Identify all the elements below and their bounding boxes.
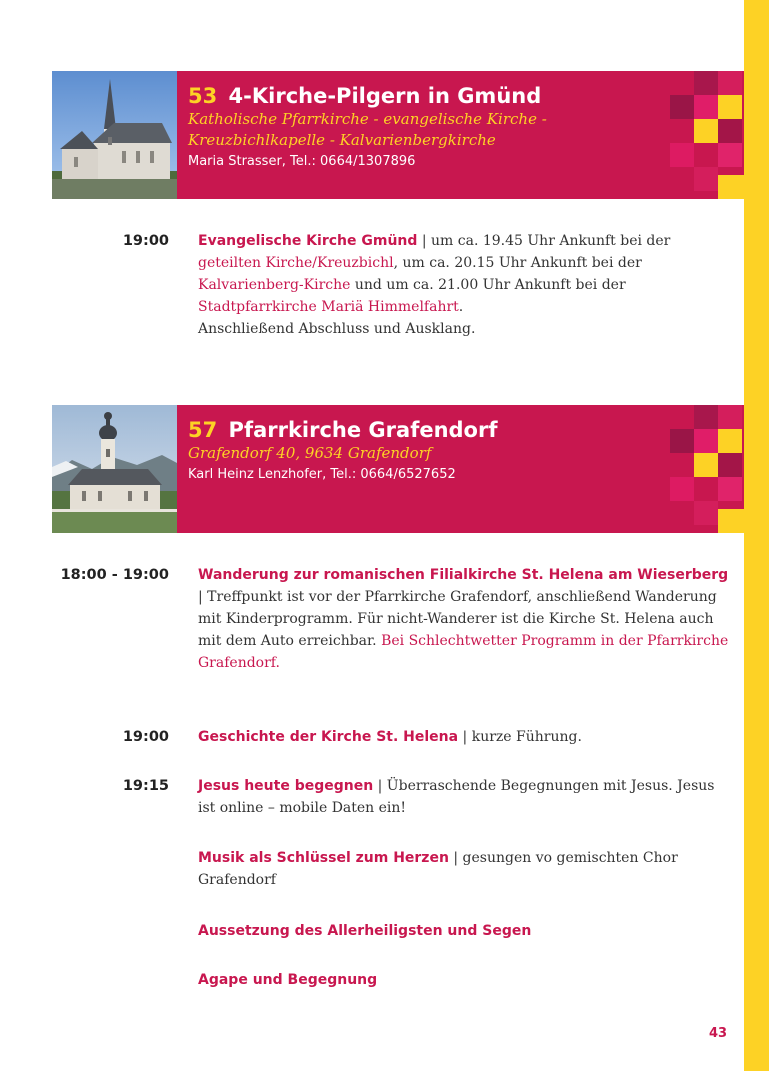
entry-title: Geschichte der Kirche St. Helena [198, 729, 459, 745]
entry-description: | gesungen vo gemischten Chor Grafendorf [198, 850, 678, 888]
venue-link: Kalvarienberg-Kirche [198, 277, 351, 293]
entry-description: . [458, 299, 464, 315]
section-title-text: 4-Kirche-Pilgern in Gmünd [228, 84, 542, 108]
weather-note: Bei Schlechtwetter Programm in der Pfarrkirche Grafendorf. [198, 633, 729, 671]
section-banner-57 [52, 405, 744, 533]
section-number: 53 [188, 84, 218, 108]
yellow-side-stripe [744, 0, 769, 1071]
entry-title: Agape und Begegnung [198, 972, 378, 988]
entry-description: | kurze Führung. [458, 729, 582, 745]
entry-description: und um ca. 21.00 Uhr Ankunft bei der [350, 277, 626, 293]
entry-time: 19:00 [122, 233, 169, 249]
section-banner-53 [52, 71, 744, 199]
entry-time: 18:00 - 19:00 [60, 567, 169, 583]
church-photo-gmuend [52, 71, 177, 199]
section-contact: Karl Heinz Lenzhofer, Tel.: 0664/6527652 [188, 467, 456, 482]
section-title [188, 83, 648, 109]
entry-time: 19:15 [122, 778, 169, 794]
entry-description: | um ca. 19.45 Uhr Ankunft bei der [417, 233, 671, 249]
entry-title: Jesus heute begegnen [198, 778, 374, 794]
page-number: 43 [709, 1026, 728, 1041]
entry-text [198, 847, 730, 891]
section-subtitle-line-1: Katholische Pfarrkirche - evangelische Kirche - [188, 110, 547, 128]
section-contact: Maria Strasser, Tel.: 0664/1307896 [188, 154, 416, 169]
entry-title: Musik als Schlüssel zum Herzen [198, 850, 449, 866]
entry-title: Aussetzung des Allerheiligsten und Segen [198, 923, 532, 939]
section-title [188, 417, 648, 443]
entry-title: Evangelische Kirche Gmünd [198, 233, 418, 249]
decorative-mosaic [670, 71, 744, 199]
entry-text [198, 564, 730, 674]
entry-description: , um ca. 20.15 Uhr Ankunft bei der [393, 255, 642, 271]
section-title-text: Pfarrkirche Grafendorf [228, 418, 498, 442]
entry-description: | Überraschende Begegnungen mit Jesus. Jesus ist online – mobile Daten ein! [198, 778, 715, 816]
entry-time: 19:00 [122, 729, 169, 745]
church-photo-grafendorf [52, 405, 177, 533]
venue-link: Stadtpfarrkirche Mariä Himmelfahrt [198, 299, 459, 315]
entry-text [198, 775, 730, 819]
entry-description: | Treffpunkt ist vor der Pfarrkirche Grafendorf, anschließend Wanderung mit Kinderprogramm. Für nicht-Wanderer ist die Kirche St. Helena auch mit dem Auto erreichbar. [198, 589, 717, 649]
section-number: 57 [188, 418, 218, 442]
venue-link: geteilten Kirche/Kreuzbichl [198, 255, 394, 271]
section-subtitle: Grafendorf 40, 9634 Grafendorf [188, 444, 432, 462]
entry-text [198, 920, 730, 942]
entry-title: Wanderung zur romanischen Filialkirche St. Helena am Wieserberg [198, 567, 729, 583]
section-subtitle-line-2: Kreuzbichlkapelle - Kalvarienbergkirche [188, 131, 496, 149]
decorative-mosaic [670, 405, 744, 533]
entry-text [198, 230, 730, 340]
entry-closing: Anschließend Abschluss und Ausklang. [198, 321, 476, 337]
entry-text [198, 969, 730, 991]
entry-text [198, 726, 730, 748]
